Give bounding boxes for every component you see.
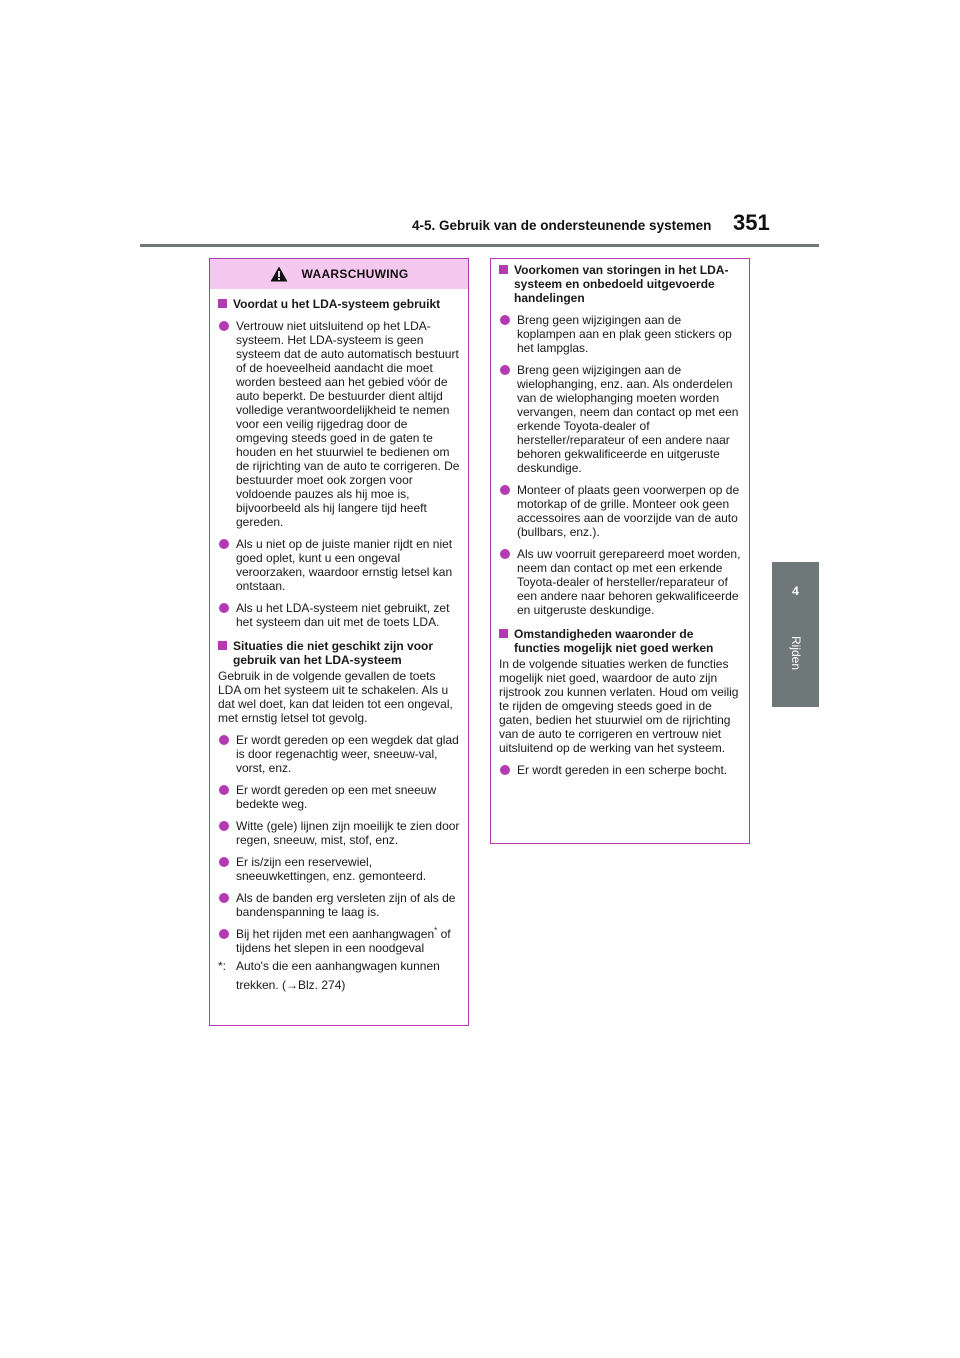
circle-bullet-icon	[219, 735, 229, 745]
circle-bullet-icon	[500, 365, 510, 375]
section-heading: Voordat u het LDA-systeem gebruikt	[218, 297, 460, 311]
square-bullet-icon	[499, 629, 508, 638]
warning-title: WAARSCHUWING	[301, 267, 409, 281]
square-bullet-icon	[499, 265, 508, 274]
list-item: Als uw voorruit gerepareerd moet worden, neem dan contact op met een erkende Toyota-dealer of hersteller/reparateur of een andere naar behoren gekwalificeerde en uitgeruste deskundige.	[499, 547, 741, 617]
warning-box	[209, 258, 469, 1026]
circle-bullet-icon	[219, 785, 229, 795]
circle-bullet-icon	[500, 549, 510, 559]
list-item: Er is/zijn een reservewiel, sneeuwkettingen, enz. gemonteerd.	[218, 855, 460, 883]
circle-bullet-icon	[219, 321, 229, 331]
circle-bullet-icon	[500, 765, 510, 775]
circle-bullet-icon	[219, 539, 229, 549]
warning-triangle-icon	[270, 266, 288, 282]
chapter-label: Rijden	[789, 636, 803, 671]
circle-bullet-icon	[500, 485, 510, 495]
square-bullet-icon	[218, 299, 227, 308]
footnote-marker: *	[434, 926, 438, 935]
list-item: Breng geen wijzigingen aan de koplampen aan en plak geen stickers op het lampglas.	[499, 313, 741, 355]
list-item: Er wordt gereden op een wegdek dat glad is door regenachtig weer, sneeuw-val, vorst, enz.	[218, 733, 460, 775]
circle-bullet-icon	[219, 929, 229, 939]
circle-bullet-icon	[500, 315, 510, 325]
section-heading: Voorkomen van storingen in het LDA-systeem en onbedoeld uitgevoerde handelingen	[499, 263, 741, 305]
section-heading: Situaties die niet geschikt zijn voor gebruik van het LDA-systeem	[218, 639, 460, 667]
circle-bullet-icon	[219, 857, 229, 867]
square-bullet-icon	[218, 641, 227, 650]
list-item: Er wordt gereden op een met sneeuw bedekte weg.	[218, 783, 460, 811]
list-item: Breng geen wijzigingen aan de wielophanging, enz. aan. Als onderdelen van de wielophanging moeten worden vervangen, neem dan contact op met een erkende Toyota-dealer of hersteller/reparateur of een andere naar behoren gekwalificeerde en uitgeruste deskundige.	[499, 363, 741, 475]
footnote-text: Auto's die een aanhangwagen kunnen trekken. (→Blz. 274)	[236, 959, 440, 992]
footnote	[218, 957, 460, 995]
list-item: Als u het LDA-systeem niet gebruikt, zet het systeem dan uit met de toets LDA.	[218, 601, 460, 629]
circle-bullet-icon	[219, 893, 229, 903]
notice-box	[490, 258, 750, 844]
footnote-mark: *:	[218, 959, 227, 973]
circle-bullet-icon	[219, 603, 229, 613]
list-item: Als u niet op de juiste manier rijdt en niet goed oplet, kunt u een ongeval veroorzaken, waardoor ernstig letsel kan ontstaan.	[218, 537, 460, 593]
chapter-tab[interactable]	[772, 562, 819, 619]
list-item: Vertrouw niet uitsluitend op het LDA-systeem. Het LDA-systeem is geen systeem dat de auto automatisch bestuurt of de hoeveelheid aandacht die moet worden besteed aan het gebied vóór de auto beperkt. De bestuurder dient altijd volledige verantwoordelijkheid te nemen voor een veilig rijgedrag door de omgeving steeds goed in de gaten te houden en het stuurwiel te bedienen om de rijrichting van de auto te corrigeren. De bestuurder moet ook zorgen voor voldoende pauzes als hij moe is, bijvoorbeeld als hij langere tijd heeft gereden.	[218, 319, 460, 529]
list-item: Witte (gele) lijnen zijn moeilijk te zien door regen, sneeuw, mist, stof, enz.	[218, 819, 460, 847]
circle-bullet-icon	[219, 821, 229, 831]
list-item: Als de banden erg versleten zijn of als de bandenspanning te laag is.	[218, 891, 460, 919]
section-heading: Omstandigheden waaronder de functies mogelijk niet goed werken	[499, 627, 741, 655]
list-item: Er wordt gereden in een scherpe bocht.	[499, 763, 741, 777]
warning-header	[210, 259, 468, 289]
list-item: Bij het rijden met een aanhangwagen* of tijdens het slepen in een noodgeval	[218, 927, 460, 955]
section-intro: Gebruik in de volgende gevallen de toets LDA om het systeem uit te schakelen. Als u dat wel doet, kan dat leiden tot een ongeval, met ernstig letsel tot gevolg.	[218, 669, 453, 725]
list-item: Monteer of plaats geen voorwerpen op de motorkap of de grille. Monteer ook geen accessoires aan de voorzijde van de auto (bullbars, enz.).	[499, 483, 741, 539]
page-number: 351	[733, 210, 770, 235]
section-title: 4-5. Gebruik van de ondersteunende systemen	[412, 218, 712, 233]
chapter-number: 4	[792, 584, 799, 598]
header-divider	[140, 244, 819, 247]
section-intro: In de volgende situaties werken de functies mogelijk niet goed, waardoor de auto zijn rijstrook zou kunnen verlaten. Houd om veilig te rijden de omgeving steeds goed in de gaten, bedien het stuurwiel om de rijrichting van de auto te corrigeren en vertrouw niet uitsluitend op de werking van het systeem.	[499, 657, 739, 755]
